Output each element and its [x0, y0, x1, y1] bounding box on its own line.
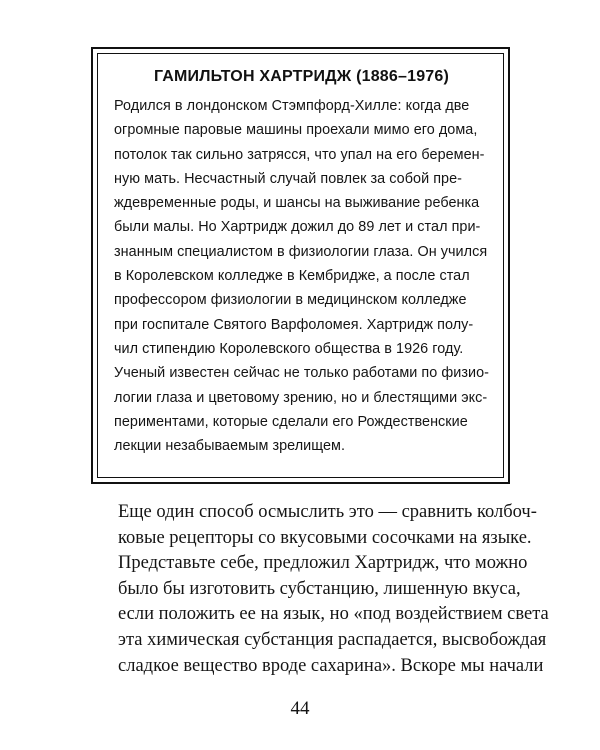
body-line: было бы изготовить субстанцию, лишенную вкуса, [118, 578, 521, 599]
body-line: эта химическая субстанция распадается, высвобождая [118, 629, 547, 650]
biography-line: знанным специалистом в физиологии глаза. Он учился [114, 243, 488, 260]
biography-line: в Королевском колледже в Кембридже, а после стал [114, 268, 470, 285]
biography-sidebar-box [91, 47, 510, 484]
biography-line: при госпитале Святого Варфоломея. Хартридж полу- [114, 316, 474, 333]
biography-line: периментами, которые сделали его Рождественские [114, 413, 468, 430]
biography-line: потолок так сильно затрясся, что упал на его беремен- [114, 146, 485, 163]
biography-line: огромные паровые машины проехали мимо его дома, [114, 122, 478, 139]
biography-line: профессором физиологии в медицинском колледже [114, 292, 467, 309]
biography-line: лекции незабываемым зрелищем. [114, 438, 346, 455]
biography-line: чил стипендию Королевского общества в 1926 году. [114, 340, 464, 357]
body-line: Еще один способ осмыслить это — сравнить колбоч- [118, 502, 537, 522]
body-line: сладкое вещество вроде сахарина». Вскоре мы начали [118, 655, 544, 676]
body-line: если положить ее на язык, но «под воздействием света [118, 604, 549, 625]
biography-sidebar-inner [97, 53, 504, 478]
biography-line: ждевременные роды, и шансы на выживание ребенка [114, 195, 480, 212]
main-body-text [118, 500, 549, 679]
biography-title: ГАМИЛЬТОН ХАРТРИДЖ (1886–1976) [153, 68, 450, 85]
body-line: Представьте себе, предложил Хартридж, что можно [118, 553, 528, 574]
page-number: 44 [290, 698, 310, 719]
body-line: ковые рецепторы со вкусовыми сосочками на языке. [118, 527, 532, 548]
biography-line: были малы. Но Хартридж дожил до 89 лет и стал при- [114, 219, 481, 236]
biography-line: ную мать. Несчастный случай повлек за собой пре- [114, 170, 463, 187]
biography-line: логии глаза и цветовому зрению, но и блестящими экс- [114, 389, 488, 406]
biography-line: Родился в лондонском Стэмпфорд-Хилле: когда две [114, 98, 470, 114]
biography-line: Ученый известен сейчас не только работами по физио- [114, 365, 489, 382]
